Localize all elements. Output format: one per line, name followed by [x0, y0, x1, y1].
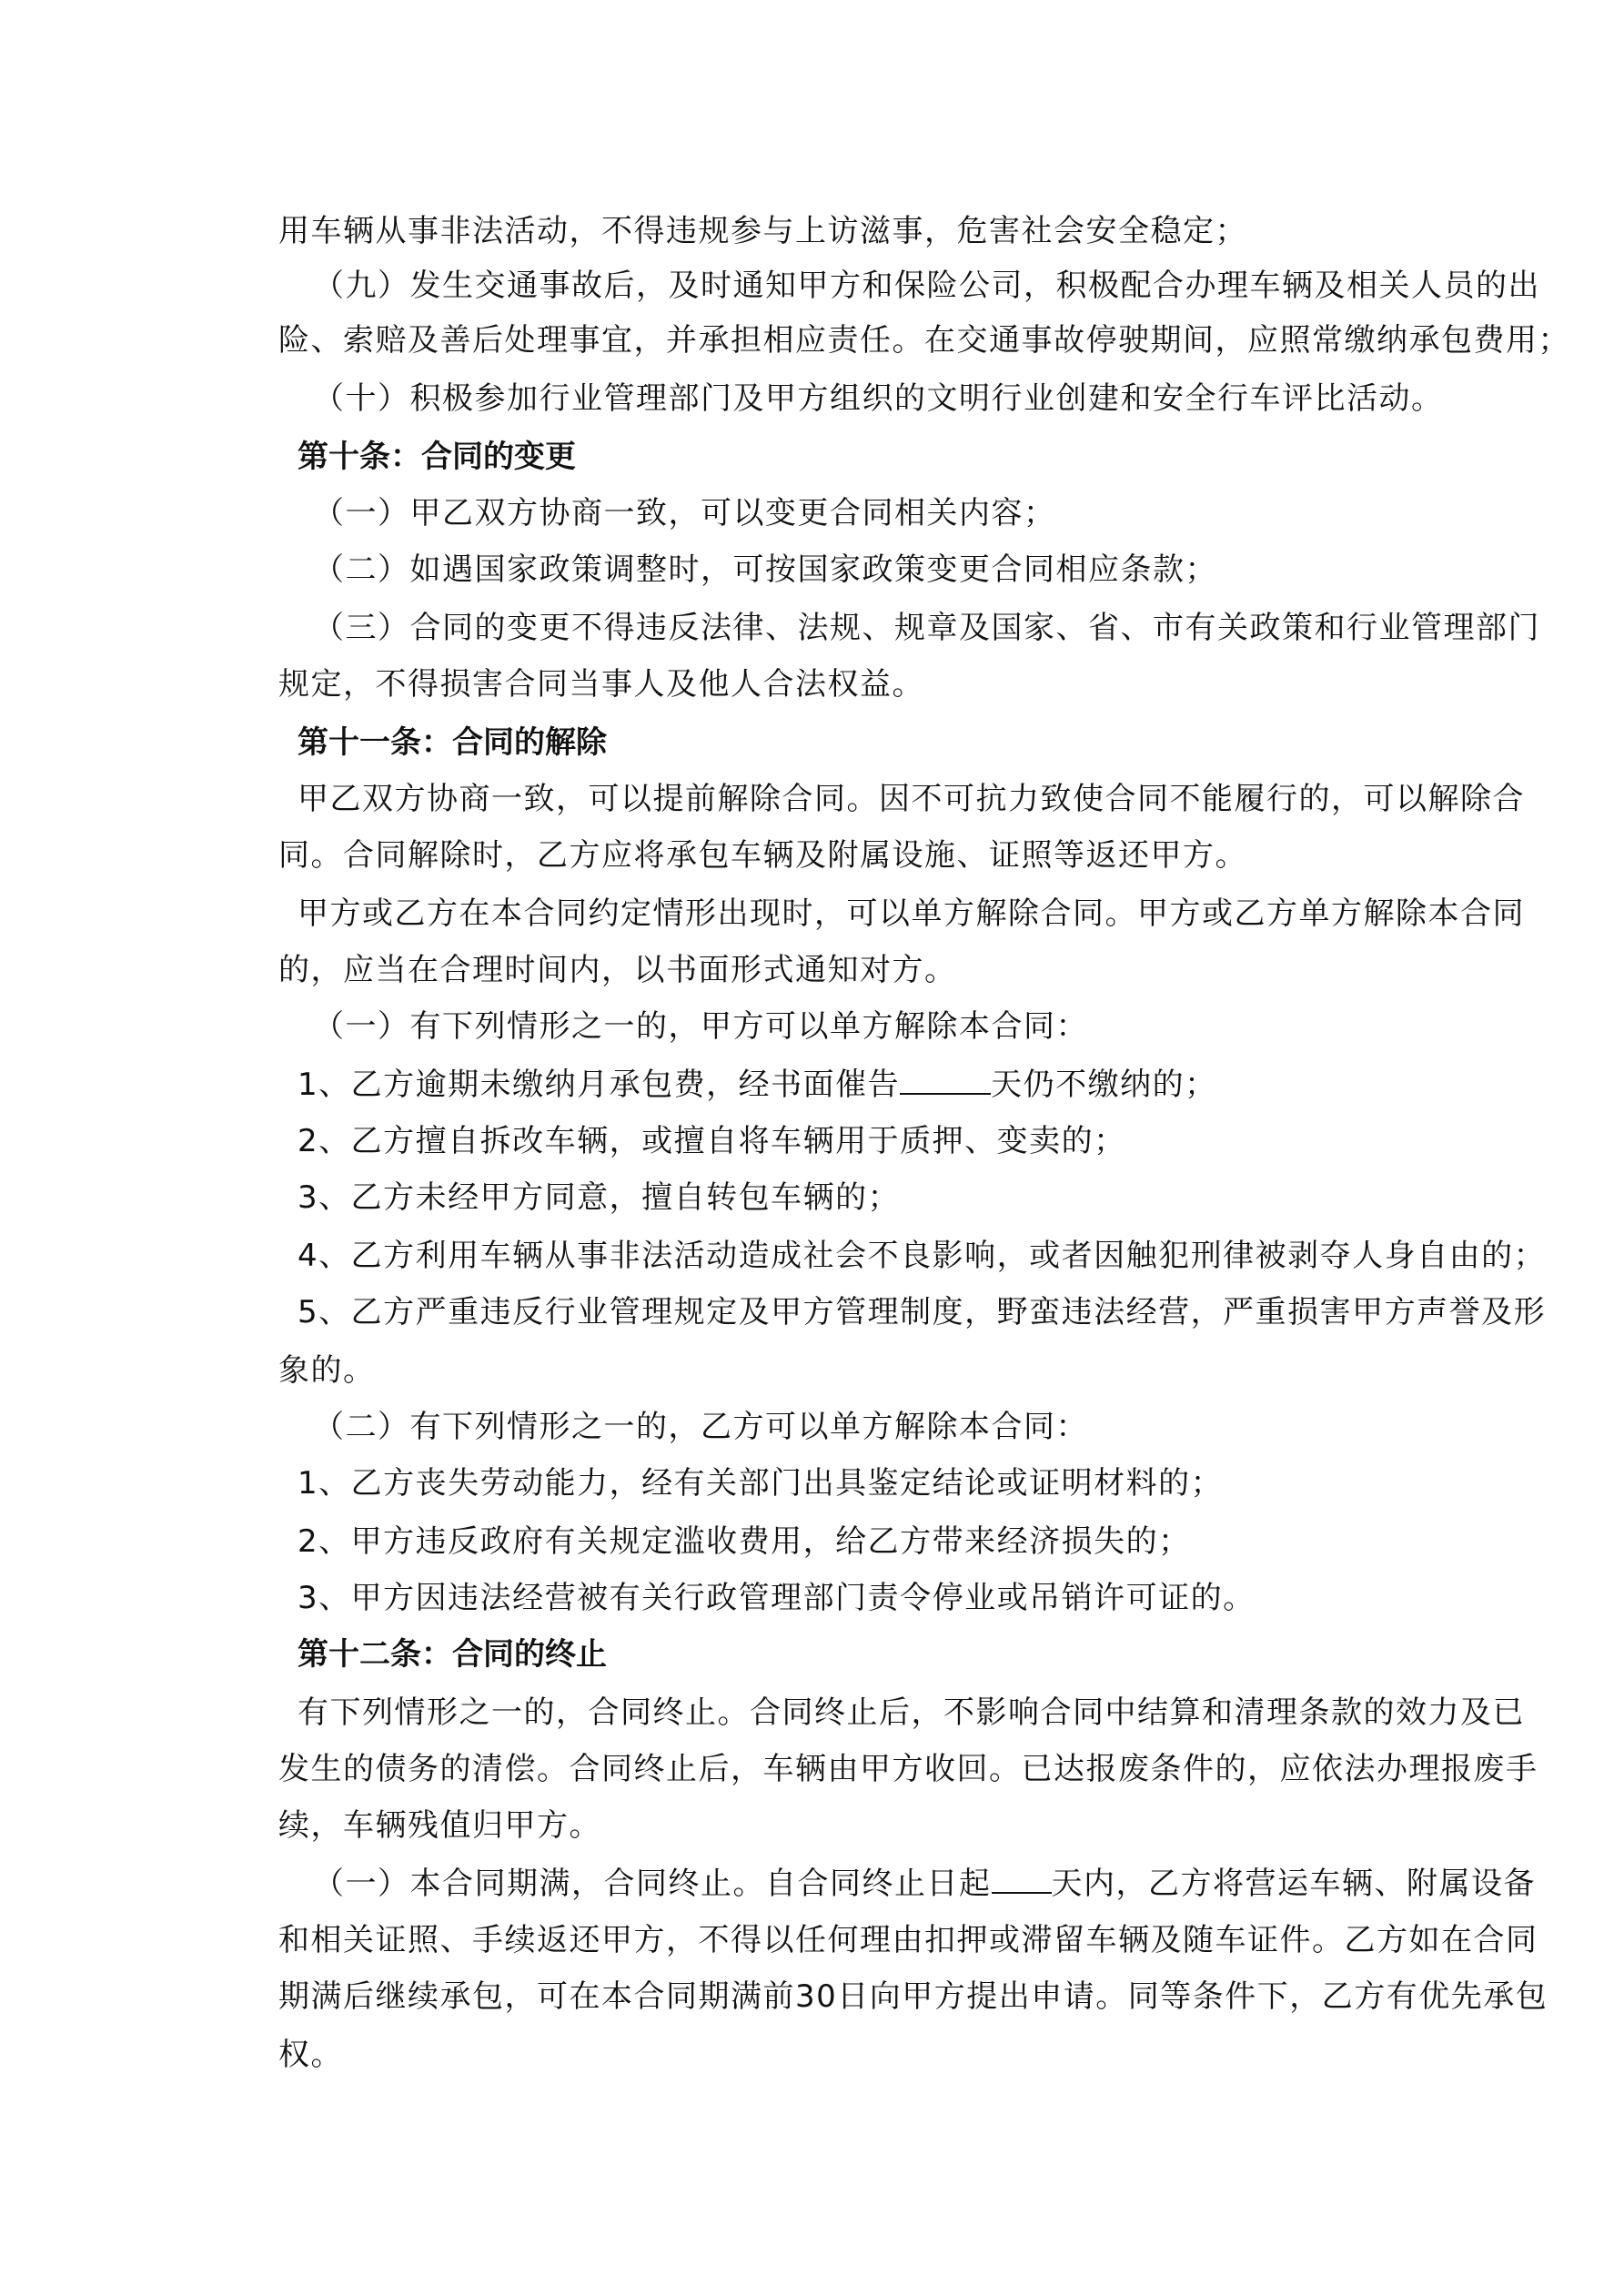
text-line: 的，应当在合理时间内，以书面形式通知对方。	[278, 952, 957, 988]
text-line: （一）有下列情形之一的，甲方可以单方解除本合同：	[313, 1008, 1088, 1045]
text-line: 发生的债务的清偿。合同终止后，车辆由甲方收回。已达报废条件的，应依法办理报废手	[278, 1751, 1538, 1787]
text-line: 甲乙双方协商一致，可以提前解除合同。因不可抗力致使合同不能履行的，可以解除合	[298, 781, 1525, 817]
text-line: 3、乙方未经甲方同意，擅自转包车辆的；	[298, 1179, 901, 1216]
text-line: 险、索赔及善后处理事宜，并承担相应责任。在交通事故停驶期间，应照常缴纳承包费用；	[278, 322, 1570, 359]
text-line: 3、甲方因违法经营被有关行政管理部门责令停业或吊销许可证的。	[298, 1580, 1256, 1616]
text-line: 续，车辆残值归甲方。	[278, 1807, 601, 1844]
text-line: 象的。	[278, 1352, 376, 1389]
text-line: （三）合同的变更不得违反法律、法规、规章及国家、省、市有关政策和行业管理部门	[313, 610, 1540, 646]
text-line: （一）甲乙双方协商一致，可以变更合同相关内容；	[313, 495, 1056, 531]
text-line: 规定，不得损害合同当事人及他人合法权益。	[278, 666, 924, 703]
fill-in-blank	[900, 1066, 991, 1095]
text-line: 期满后继续承包，可在本合同期满前30日向甲方提出申请。同等条件下，乙方有优先承包	[278, 1978, 1548, 2015]
text-line	[298, 1065, 1452, 1105]
text-line: 5、乙方严重违反行业管理规定及甲方管理制度，野蛮违法经营，严重损害甲方声誉及形	[298, 1294, 1547, 1330]
line-text: 天内，乙方将营运车辆、附属设备	[1051, 1866, 1536, 1902]
text-line: （二）有下列情形之一的，乙方可以单方解除本合同：	[313, 1409, 1088, 1445]
text-line: 权。	[278, 2037, 343, 2073]
text-line: （九）发生交通事故后，及时通知甲方和保险公司，积极配合办理车辆及相关人员的出	[313, 268, 1540, 304]
text-line: 2、乙方擅自拆改车辆，或擅自将车辆用于质押、变卖的；	[298, 1123, 1126, 1159]
line-text: 1、乙方逾期未缴纳月承包费，经书面催告	[298, 1067, 901, 1103]
line-text: （一）本合同期满，合同终止。自合同终止日起	[313, 1866, 992, 1902]
section-heading: 第十二条：合同的终止	[298, 1636, 607, 1673]
fill-in-blank	[992, 1865, 1052, 1894]
text-line	[313, 1864, 1536, 1904]
text-line: （二）如遇国家政策调整时，可按国家政策变更合同相应条款；	[313, 551, 1217, 588]
text-line: 2、甲方违反政府有关规定滥收费用，给乙方带来经济损失的；	[298, 1523, 1191, 1560]
text-line: 有下列情形之一的，合同终止。合同终止后，不影响合同中结算和清理条款的效力及已	[298, 1694, 1525, 1731]
text-line: 4、乙方利用车辆从事非法活动造成社会不良影响，或者因触犯刑律被剥夺人身自由的；	[298, 1238, 1547, 1274]
section-heading: 第十条：合同的变更	[298, 439, 576, 475]
text-line: （十）积极参加行业管理部门及甲方组织的文明行业创建和安全行车评比活动。	[313, 380, 1444, 417]
text-line: 和相关证照、手续返还甲方，不得以任何理由扣押或滞留车辆及随车证件。乙方如在合同	[278, 1922, 1538, 1958]
text-line: 1、乙方丧失劳动能力，经有关部门出具鉴定结论或证明材料的；	[298, 1465, 1224, 1502]
line-text: 天仍不缴纳的；	[991, 1067, 1217, 1103]
text-line: 用车辆从事非法活动，不得违规参与上访滋事，危害社会安全稳定；	[278, 213, 1247, 249]
text-line: 同。合同解除时，乙方应将承包车辆及附属设施、证照等返还甲方。	[278, 837, 1247, 874]
section-heading: 第十一条：合同的解除	[298, 724, 607, 761]
text-line: 甲方或乙方在本合同约定情形出现时，可以单方解除合同。甲方或乙方单方解除本合同	[298, 895, 1525, 932]
